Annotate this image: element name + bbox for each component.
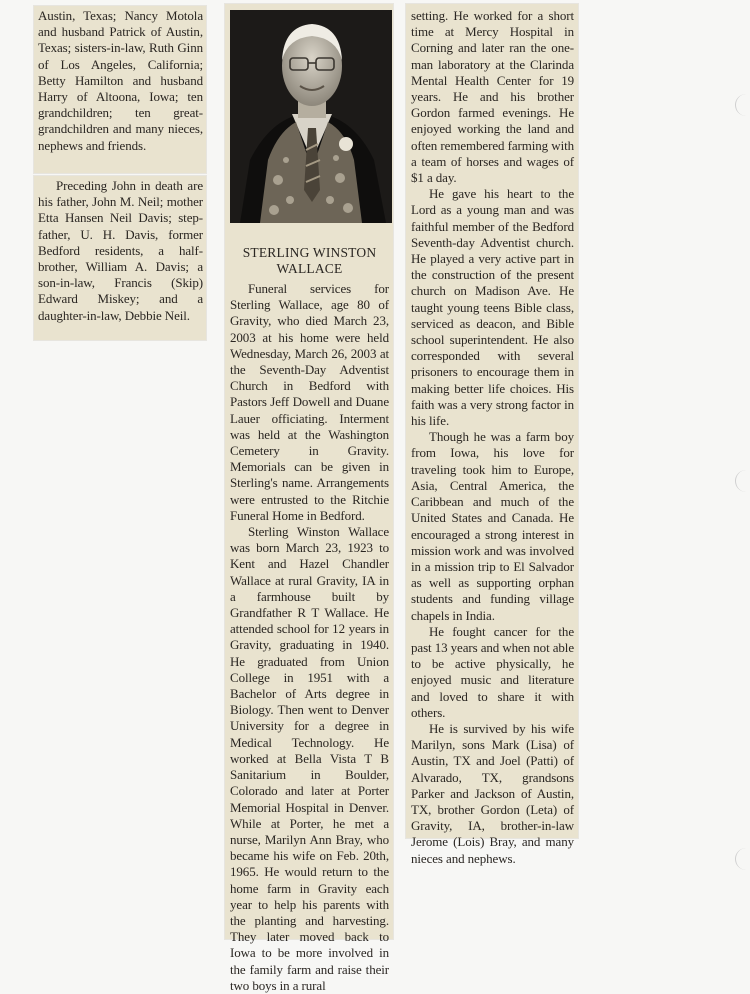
clipping-column-3 xyxy=(406,4,578,866)
clipping-column-1-lower xyxy=(34,176,206,340)
scan-edge-mark xyxy=(735,848,750,870)
obituary-paragraph: Though he was a farm boy from Iowa, his love for traveling took him to Europe, Asia, Central America, the Caribbean and much of the United States and Canada. He encouraged a strong interest in mission work and was involved in a mission trip to El Salvador as well as supporting orphan students and funding village chapels in India. xyxy=(411,429,574,623)
headline-line-2: WALLACE xyxy=(276,261,343,276)
obituary-paragraph: He is survived by his wife Marilyn, sons Mark (Lisa) of Austin, TX and Joel (Patti) of Alvarado, TX, grandsons Parker and Jackson of Austin, TX, brother Gordon (Leta) of Gravity, IA, brother-in-law Jerome (Lois) Bray, and many nieces and nephews. xyxy=(411,720,574,866)
obituary-paragraph: He gave his heart to the Lord as a young man and was faithful member of the Bedford Seventh-day Adventist church. He played a very active part in the construction of the present church on Madison Ave. He taught young teens Bible class, serviced as deacon, and Bible school superintendent. He also corresponded with several prisoners to encourage them in making better life choices. His faith was a very strong factor in his life. xyxy=(411,186,574,429)
obituary-paragraph: Sterling Winston Wallace was born March 23, 1923 to Kent and Hazel Chandler Wallace at rural Gravity, IA in a farmhouse built by Grandfather R T Wallace. He attended school for 12 years in Gravity, graduating in 1940. He graduated from Union College in 1951 with a Bachelor of Arts degree in Biology. Then went to Denver University for a degree in Medical Technology. He worked at Bella Vista T B Sanitarium in Boulder, Colorado and later at Porter Memorial Hospital in Denver. While at Porter, he met a nurse, Marilyn Ann Bray, who became his wife on Feb. 20th, 1965. He would return to the home farm in Gravity each year to help his parents with the planting and harvesting. They later moved back to Iowa to be more involved in the family farm and raise their two boys in a rural xyxy=(230,524,389,993)
clipping-column-2 xyxy=(225,4,393,993)
obituary-paragraph: Preceding John in death are his father, John M. Neil; mother Etta Hansen Neil Davis; step-father, U. H. Davis, former Bedford residents, a half-brother, William A. Davis; a son-in-law, Francis (Skip) Edward Miskey; and a daughter-in-law, Debbie Neil. xyxy=(38,178,203,323)
obituary-paragraph: He fought cancer for the past 13 years and when not able to be active physically, he enjoyed music and literature and loved to share it with others. xyxy=(411,623,574,720)
obituary-paragraph: setting. He worked for a short time at Mercy Hospital in Corning and later ran the one-man laboratory at the Clarinda Mental Health Center for 19 years. He and his brother Gordon farmed evenings. He enjoyed working the land and often remembered farming with a team of horses and wages of $1 a day. xyxy=(411,8,574,186)
clipping-column-1-upper xyxy=(34,6,206,173)
scan-edge-mark xyxy=(735,94,750,116)
portrait-photo-graphic xyxy=(230,10,392,223)
obituary-paragraph: Funeral services for Sterling Wallace, age 80 of Gravity, who died March 23, 2003 at his home were held Wednesday, March 26, 2003 at the Seventh-Day Adventist Church in Bedford with Pastors Jeff Dowell and Duane Lauer officiating. Interment was held at the Washington Cemetery in Gravity. Memorials can be given in Sterling's name. Arrangements were entrusted to the Ritchie Funeral Home in Bedford. xyxy=(230,281,389,523)
headline-line-1: STERLING WINSTON xyxy=(242,245,377,260)
obituary-paragraph: Austin, Texas; Nancy Motola and husband Patrick of Austin, Texas; sisters-in-law, Ruth Ginn of Los Angeles, California; Betty Hamilton and husband Harry of Altoona, Iowa; ten grandchildren; ten great-grandchildren and many nieces, nephews and friends. xyxy=(38,8,203,153)
obituary-headline xyxy=(230,245,389,277)
portrait-photo xyxy=(230,10,392,223)
scan-edge-mark xyxy=(735,470,750,492)
